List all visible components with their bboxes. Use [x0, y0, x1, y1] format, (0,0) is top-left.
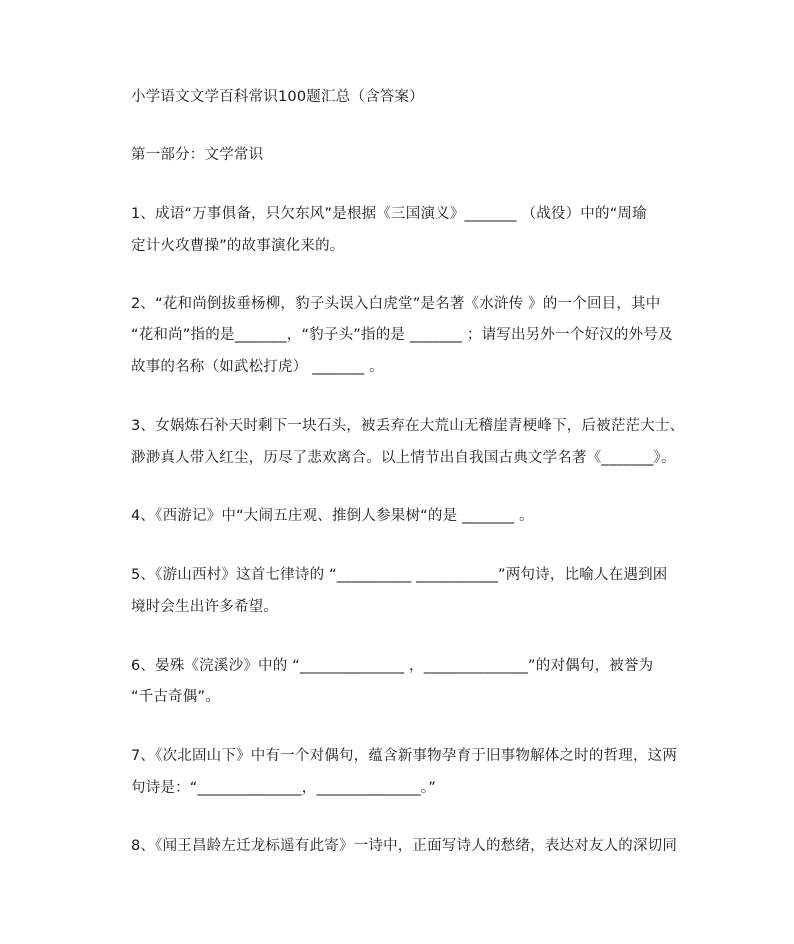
question-5-line-2: 境时会生出许多希望。 — [131, 599, 278, 615]
question-2-line-3: 故事的名称（如武松打虎） _______ 。 — [131, 359, 384, 375]
question-8-line-1: 8、《闻王昌龄左迁龙标遥有此寄》一诗中，正面写诗人的愁绪，表达对友人的深切同 — [131, 838, 678, 854]
question-3-line-2: 渺渺真人带入红尘，历尽了悲欢离合。以上情节出自我国古典文学名著《_______》。 — [131, 450, 676, 466]
document-title: 小学语文文学百科常识100题汇总（含答案） — [131, 89, 424, 105]
question-2-line-1: 2、“花和尚倒拔垂杨柳，豹子头误入白虎堂”是名著《水浒传 》的一个回目，其中 — [131, 296, 661, 312]
question-2-line-2: “花和尚”指的是_______，“豹子头”指的是 _______ ；请写出另外一个好汉的外号及 — [131, 327, 673, 343]
question-3-line-1: 3、女娲炼石补天时剩下一块石头，被丢弃在大荒山无稽崖青梗峰下，后被茫茫大士、 — [131, 418, 685, 434]
question-4-line-1: 4、《西游记》中“大闹五庄观、推倒人参果树“的是 _______ 。 — [131, 508, 534, 524]
question-7-line-1: 7、《次北固山下》中有一个对偶句，蕴含新事物孕育于旧事物解体之时的哲理，这两 — [131, 748, 678, 764]
question-6-line-1: 6、晏殊《浣溪沙》中的 “______________ ，______________”的对偶句，被誉为 — [131, 658, 654, 674]
question-6-line-2: “千古奇偶”。 — [131, 689, 220, 705]
question-7-line-2: 句诗是：“______________，______________。” — [131, 780, 436, 796]
question-1-line-2: 定计火攻曹操”的故事演化来的。 — [131, 238, 345, 254]
question-5-line-1: 5、《游山西村》这首七律诗的 “__________ ___________”两句诗，比喻人在遇到困 — [131, 567, 668, 583]
question-1-line-1: 1、成语“万事俱备，只欠东风”是根据《三国演义》_______ （战役）中的“周瑜 — [131, 206, 647, 222]
section-heading: 第一部分：文学常识 — [131, 147, 264, 163]
